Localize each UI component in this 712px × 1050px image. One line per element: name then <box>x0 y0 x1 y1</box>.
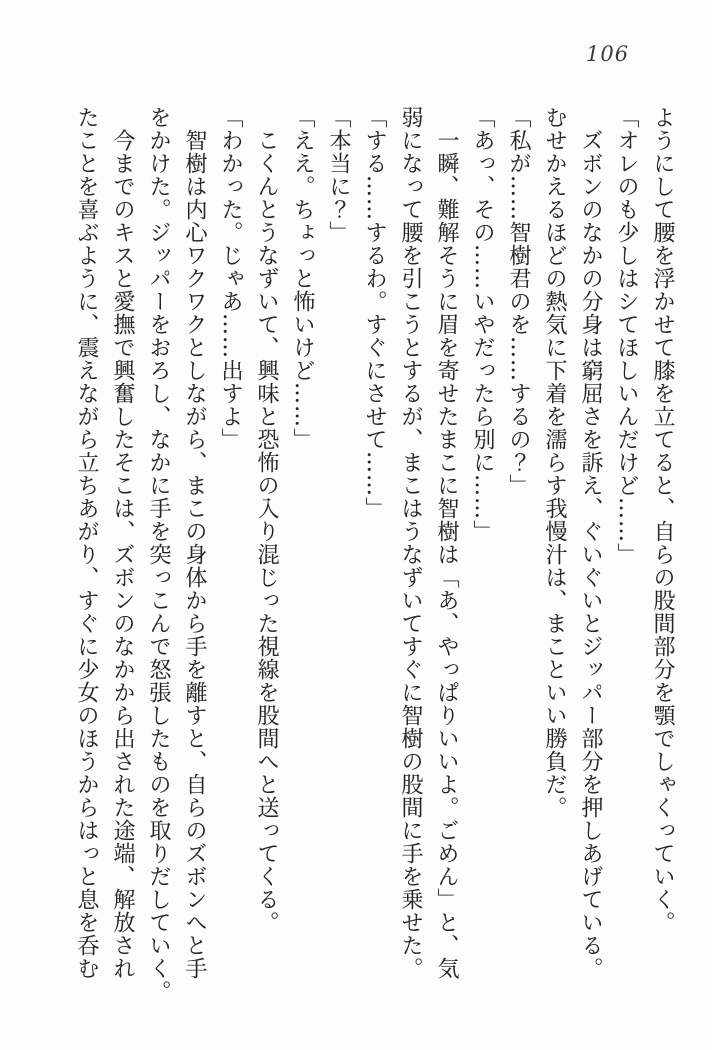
text-column: 弱になって腰を引こうとするが、まこはうなずいてすぐに智樹の股間に手を乗せた。 <box>398 106 423 980</box>
page-number: 106 <box>586 42 630 66</box>
text-block <box>68 106 680 1018</box>
text-column: ようにして腰を浮かせて膝を立てると、自らの股間部分を顎でしゃくっていく。 <box>650 106 675 934</box>
text-column: 「する……するわ。すぐにさせて……」 <box>362 106 387 520</box>
text-column: 一瞬、難解そうに眉を寄せたまこに智樹は「あ、やっぱりいいよ。ごめん」と、気 <box>434 129 459 980</box>
text-column: 今までのキスと愛撫で興奮したそこは、ズボンのなかから出された途端、解放され <box>110 129 135 980</box>
text-column: をかけた。ジッパーをおろし、なかに手を突っこんで怒張したものを取りだしていく。 <box>146 106 171 1003</box>
text-column: こくんとうなずいて、興味と恐怖の入り混じった視線を股間へと送ってくる。 <box>254 129 279 934</box>
text-column: むせかえるほどの熱気に下着を濡らす我慢汁は、まこといい勝負だ。 <box>542 106 567 819</box>
text-column: たことを喜ぶように、震えながら立ちあがり、すぐに少女のほうからはっと息を呑む <box>74 106 99 980</box>
text-column: 「わかった。じゃあ……出すよ」 <box>218 106 243 451</box>
text-column: 智樹は内心ワクワクとしながら、まこの身体から手を離すと、自らのズボンへと手 <box>182 129 207 980</box>
text-column: 「ええ。ちょっと怖いけど……」 <box>290 106 315 451</box>
text-column: 「あっ、その……いやだったら別に……」 <box>470 106 495 543</box>
text-column: 「本当に？」 <box>326 106 351 244</box>
text-column: 「オレのも少しはシてほしいんだけど……」 <box>614 106 639 566</box>
text-column: 「私が……智樹君のを……するの？」 <box>506 106 531 497</box>
text-column: ズボンのなかの分身は窮屈さを訴え、ぐいぐいとジッパー部分を押しあげている。 <box>578 129 603 980</box>
